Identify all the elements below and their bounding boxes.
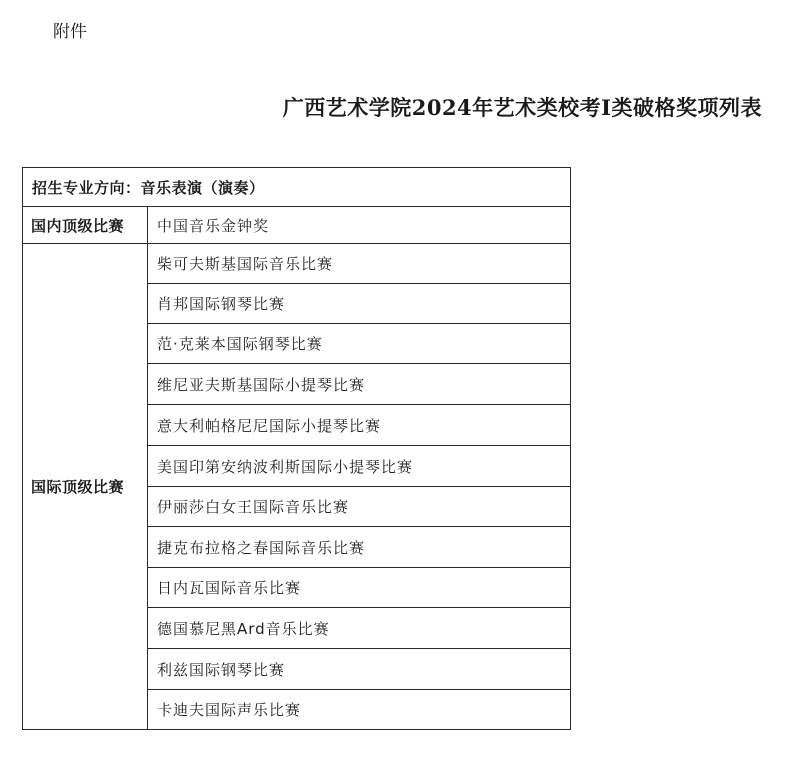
table-row bbox=[23, 244, 571, 284]
award-item: 捷克布拉格之春国际音乐比赛 bbox=[148, 527, 571, 568]
award-item: 利兹国际钢琴比赛 bbox=[148, 649, 571, 690]
document-title: 广西艺术学院2024年艺术类校考Ⅰ类破格奖项列表 bbox=[282, 95, 762, 120]
award-table bbox=[22, 167, 571, 730]
award-item: 日内瓦国际音乐比赛 bbox=[148, 568, 571, 608]
award-item: 卡迪夫国际声乐比赛 bbox=[148, 690, 571, 730]
attachment-label: 附件 bbox=[53, 22, 87, 42]
award-item: 德国慕尼黑Ard音乐比赛 bbox=[148, 608, 571, 649]
award-item: 维尼亚夫斯基国际小提琴比赛 bbox=[148, 364, 571, 405]
major-direction-header: 招生专业方向：音乐表演（演奏） bbox=[23, 168, 571, 207]
international-category-cell: 国际顶级比赛 bbox=[23, 244, 148, 730]
award-item: 范·克莱本国际钢琴比赛 bbox=[148, 324, 571, 364]
table-row bbox=[23, 207, 571, 244]
award-item: 肖邦国际钢琴比赛 bbox=[148, 284, 571, 324]
award-item: 美国印第安纳波利斯国际小提琴比赛 bbox=[148, 446, 571, 487]
table-header-row bbox=[23, 168, 571, 207]
award-item: 意大利帕格尼尼国际小提琴比赛 bbox=[148, 405, 571, 446]
award-item: 伊丽莎白女王国际音乐比赛 bbox=[148, 487, 571, 527]
domestic-category-cell: 国内顶级比赛 bbox=[23, 207, 148, 244]
award-item: 柴可夫斯基国际音乐比赛 bbox=[148, 244, 571, 284]
award-item: 中国音乐金钟奖 bbox=[148, 207, 571, 244]
